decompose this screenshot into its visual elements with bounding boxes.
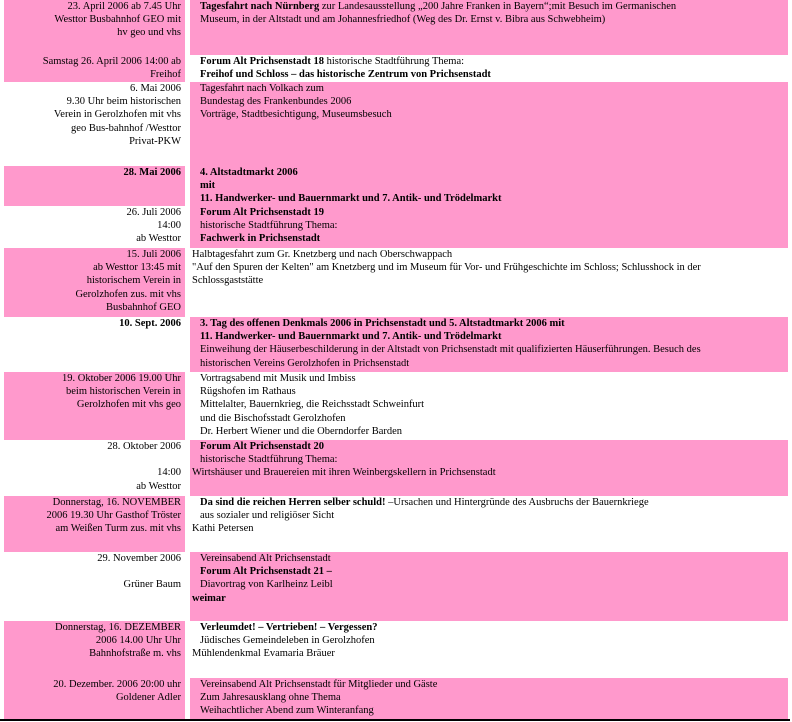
- event-description-line: [192, 440, 788, 453]
- event-date-line: Verein in Gerolzhofen mit vhs: [53, 109, 181, 121]
- event-date-cell: [4, 440, 185, 496]
- event-date-line: 2006 19.30 Uhr Gasthof Tröster: [46, 510, 181, 522]
- event-description-line: [192, 691, 788, 704]
- event-description-line: [192, 647, 788, 660]
- event-date-line: [4, 453, 181, 466]
- event-date-line: 23. April 2006 ab 7.45 Uhr: [67, 1, 181, 12]
- event-date-cell: [4, 166, 185, 206]
- event-title-text: Forum Alt Prichsenstadt 19: [200, 207, 324, 218]
- schedule-row: [0, 166, 790, 206]
- event-detail-text: historischen Vereins Gerolzhofen in Prichsenstadt: [200, 357, 410, 369]
- event-description-line: [192, 385, 788, 398]
- event-date-cell: [4, 55, 185, 82]
- schedule-row: [0, 496, 790, 552]
- event-date-line: [4, 565, 181, 578]
- event-detail-text: "Auf den Spuren der Kelten" am Knetzberg und im Museum für Vor- und Frühgeschichte im Schloss; Schlusshock in der: [192, 262, 701, 274]
- event-description-line: [192, 206, 788, 219]
- event-description-line: [192, 412, 788, 425]
- event-date-line: 9.30 Uhr beim historischen: [66, 96, 181, 108]
- event-description-line: [192, 357, 788, 370]
- event-description-line: [192, 522, 788, 535]
- event-date-line: Bahnhofstraße m. vhs: [89, 648, 181, 660]
- schedule-row: [0, 621, 790, 678]
- event-date-line: ab Westtor 13:45 mit: [93, 262, 181, 274]
- schedule-row: [0, 0, 790, 55]
- event-date-cell: [4, 678, 185, 719]
- event-description-cell: [190, 678, 788, 719]
- event-date-line: geo Bus-bahnhof /Westtor: [71, 122, 181, 134]
- event-description-line: [192, 192, 788, 205]
- event-title-text: Forum Alt Prichsenstadt 21 –: [200, 566, 332, 578]
- event-description-cell: [190, 0, 788, 55]
- event-description-line: [192, 634, 788, 647]
- event-detail-text: Bundestag des Frankenbundes 2006: [200, 96, 352, 108]
- event-date-line: Freihof: [150, 69, 181, 81]
- event-description-line: [192, 108, 788, 121]
- event-title-text: 11. Handwerker- und Bauernmarkt und 7. Antik- und Trödelmarkt: [200, 193, 502, 205]
- schedule-row: [0, 206, 790, 248]
- event-description-line: [192, 68, 788, 81]
- event-date-line: 14:00: [157, 467, 181, 479]
- event-date-line: Samstag 26. April 2006 14:00 ab: [42, 56, 181, 67]
- event-detail-text: Zum Jahresausklang ohne Thema: [200, 692, 341, 704]
- event-date-line: Gerolzhofen mit vhs geo: [76, 399, 181, 411]
- event-detail-text: und die Bischofsstadt Gerolzhofen: [200, 412, 346, 424]
- event-detail-text: historische Stadtführung Thema:: [323, 56, 465, 67]
- event-date-cell: [4, 552, 185, 621]
- event-description-line: [192, 317, 788, 330]
- event-date-line: 6. Mai 2006: [129, 83, 181, 94]
- event-title-text: Forum Alt Prichsenstadt 20: [200, 441, 324, 452]
- event-detail-text: Einweihung der Häuserbeschilderung in der Altstadt von Prichsenstadt mit qualifizierten Häuserführungen. Besuch des: [200, 344, 701, 356]
- event-date-line: 19. Oktober 2006 19.00 Uhr: [62, 373, 181, 384]
- event-title-text: Verleumdet! – Vertrieben! – Vergessen?: [200, 622, 378, 633]
- event-description-cell: [190, 166, 788, 206]
- event-date-line: 14:00: [157, 220, 181, 232]
- event-date-cell: [4, 0, 185, 55]
- event-title-text: weimar: [192, 592, 226, 604]
- event-description-line: [192, 621, 788, 634]
- event-description-line: [192, 261, 788, 274]
- event-date-line: am Weißen Turm zus. mit vhs: [55, 523, 181, 535]
- event-description-line: [192, 704, 788, 717]
- schedule-row: [0, 317, 790, 372]
- event-date-cell: [4, 372, 185, 440]
- event-description-line: [192, 678, 788, 691]
- event-description-cell: [190, 440, 788, 496]
- event-description-line: [192, 95, 788, 108]
- event-description-line: [192, 343, 788, 356]
- event-date-line: ab Westtor: [136, 233, 181, 245]
- event-date-line: hv geo und vhs: [117, 27, 181, 39]
- event-description-line: [192, 232, 788, 245]
- event-title-text: 4. Altstadtmarkt 2006: [200, 167, 298, 178]
- event-description-line: [192, 509, 788, 522]
- event-detail-text: Weihachtlicher Abend zum Winteranfang: [200, 705, 374, 717]
- event-description-line: [192, 372, 788, 385]
- event-description-line: [192, 592, 788, 605]
- event-date-line: Gerolzhofen zus. mit vhs: [75, 288, 181, 300]
- event-description-cell: [190, 82, 788, 166]
- event-detail-text: Vereinsabend Alt Prichsenstadt für Mitglieder und Gäste: [200, 679, 438, 690]
- event-date-line: 2006 14.00 Uhr Uhr: [95, 635, 181, 647]
- event-description-line: [192, 330, 788, 343]
- event-date-cell: [4, 82, 185, 166]
- event-description-cell: [190, 248, 788, 317]
- event-description-line: [192, 425, 788, 438]
- event-detail-text: Schlossgaststätte: [192, 275, 264, 287]
- event-date-line: 28. Oktober 2006: [107, 441, 181, 452]
- bottom-divider: [0, 719, 790, 721]
- event-description-cell: [190, 55, 788, 82]
- event-description-cell: [190, 552, 788, 621]
- event-description-cell: [190, 206, 788, 248]
- schedule-row: [0, 55, 790, 82]
- event-title-text: Fachwerk in Prichsenstadt: [200, 233, 321, 245]
- event-detail-text: Rügshofen im Rathaus: [200, 386, 296, 398]
- event-detail-text: Museum, in der Altstadt und am Johannesfriedhof (Weg des Dr. Ernst v. Bibra aus Schwebheim): [200, 14, 606, 26]
- event-detail-text: Dr. Herbert Wiener und die Oberndorfer Barden: [200, 425, 403, 437]
- event-title-text: Tagesfahrt nach Nürnberg: [200, 1, 320, 12]
- event-date-line: ab Westtor: [136, 480, 181, 492]
- event-title-text: 3. Tag des offenen Denkmals 2006 in Prichsenstadt und 5. Altstadtmarkt 2006 mit: [200, 318, 565, 329]
- event-detail-text: historische Stadtführung Thema:: [200, 220, 338, 232]
- event-date-line: 10. Sept. 2006: [119, 318, 181, 329]
- event-description-line: [192, 248, 788, 261]
- event-detail-text: Vortragsabend mit Musik und Imbiss: [200, 373, 356, 384]
- event-detail-text: Mittelalter, Bauernkrieg, die Reichsstadt Schweinfurt: [200, 399, 425, 411]
- event-description-line: [192, 82, 788, 95]
- event-description-line: [192, 0, 788, 13]
- event-date-line: 15. Juli 2006: [126, 249, 181, 260]
- event-detail-text: –Ursachen und Hintergründe des Ausbruchs der Bauernkriege: [385, 497, 649, 508]
- schedule-row: [0, 440, 790, 496]
- event-description-cell: [190, 621, 788, 678]
- event-date-cell: [4, 496, 185, 552]
- event-title-text: Forum Alt Prichsenstadt 18: [200, 56, 324, 67]
- event-description-cell: [190, 317, 788, 372]
- event-description-cell: [190, 372, 788, 440]
- event-description-line: [192, 453, 788, 466]
- event-detail-text: Wirtshäuser und Brauereien mit ihren Weinbergskellern in Prichsenstadt: [192, 467, 496, 479]
- event-date-line: Grüner Baum: [123, 579, 181, 591]
- event-date-line: Busbahnhof GEO: [106, 301, 181, 313]
- event-description-line: [192, 55, 788, 68]
- event-date-line: 29. November 2006: [97, 553, 181, 564]
- event-description-line: [192, 179, 788, 192]
- event-description-line: [192, 565, 788, 578]
- event-detail-text: Jüdisches Gemeindeleben in Gerolzhofen: [200, 635, 375, 647]
- schedule-row: [0, 678, 790, 719]
- event-description-line: [192, 274, 788, 287]
- event-date-line: beim historischen Verein in: [66, 386, 181, 398]
- event-description-line: [192, 496, 788, 509]
- event-date-cell: [4, 317, 185, 372]
- event-detail-text: Mühlendenkmal Evamaria Bräuer: [192, 648, 335, 660]
- event-date-line: Goldener Adler: [115, 692, 181, 704]
- event-description-line: [192, 219, 788, 232]
- event-title-text: Freihof und Schloss – das historische Zentrum von Prichsenstadt: [200, 69, 491, 81]
- event-description-cell: [190, 496, 788, 552]
- event-detail-text: Tagesfahrt nach Volkach zum: [200, 83, 324, 94]
- event-date-line: Westtor Busbahnhof GEO mit: [54, 14, 181, 26]
- event-description-line: [192, 552, 788, 565]
- event-description-line: [192, 578, 788, 591]
- event-date-line: Donnerstag, 16. NOVEMBER: [52, 497, 181, 508]
- schedule-row: [0, 552, 790, 621]
- event-date-line: 20. Dezember. 2006 20:00 uhr: [53, 679, 181, 690]
- event-date-line: Privat-PKW: [129, 135, 181, 147]
- event-detail-text: Kathi Petersen: [192, 523, 254, 535]
- event-description-line: [192, 466, 788, 479]
- event-description-line: [192, 166, 788, 179]
- event-description-line: [192, 398, 788, 411]
- event-date-cell: [4, 248, 185, 317]
- schedule-row: [0, 372, 790, 440]
- event-detail-text: historische Stadtführung Thema:: [200, 454, 338, 466]
- event-date-line: 26. Juli 2006: [126, 207, 181, 218]
- schedule-row: [0, 82, 790, 166]
- event-date-line: 28. Mai 2006: [123, 167, 181, 178]
- event-date-line: Donnerstag, 16. DEZEMBER: [55, 622, 181, 633]
- event-date-line: historischem Verein in: [86, 275, 181, 287]
- event-date-cell: [4, 206, 185, 248]
- event-detail-text: zur Landesausstellung „200 Jahre Franken in Bayern“;mit Besuch im Germanischen: [319, 1, 677, 12]
- event-title-text: 11. Handwerker- und Bauernmarkt und 7. Antik- und Trödelmarkt: [200, 331, 502, 343]
- event-detail-text: Vorträge, Stadtbesichtigung, Museumsbesuch: [200, 109, 392, 121]
- event-detail-text: aus sozialer und religiöser Sicht: [200, 510, 335, 522]
- event-detail-text: Halbtagesfahrt zum Gr. Knetzberg und nach Oberschwappach: [192, 249, 453, 260]
- event-description-line: [192, 13, 788, 26]
- event-title-text: mit: [200, 180, 216, 192]
- event-detail-text: Diavortrag von Karlheinz Leibl: [200, 579, 333, 591]
- event-detail-text: Vereinsabend Alt Prichsenstadt: [200, 553, 331, 564]
- schedule-row: [0, 248, 790, 317]
- event-date-cell: [4, 621, 185, 678]
- event-title-text: Da sind die reichen Herren selber schuld!: [200, 497, 386, 508]
